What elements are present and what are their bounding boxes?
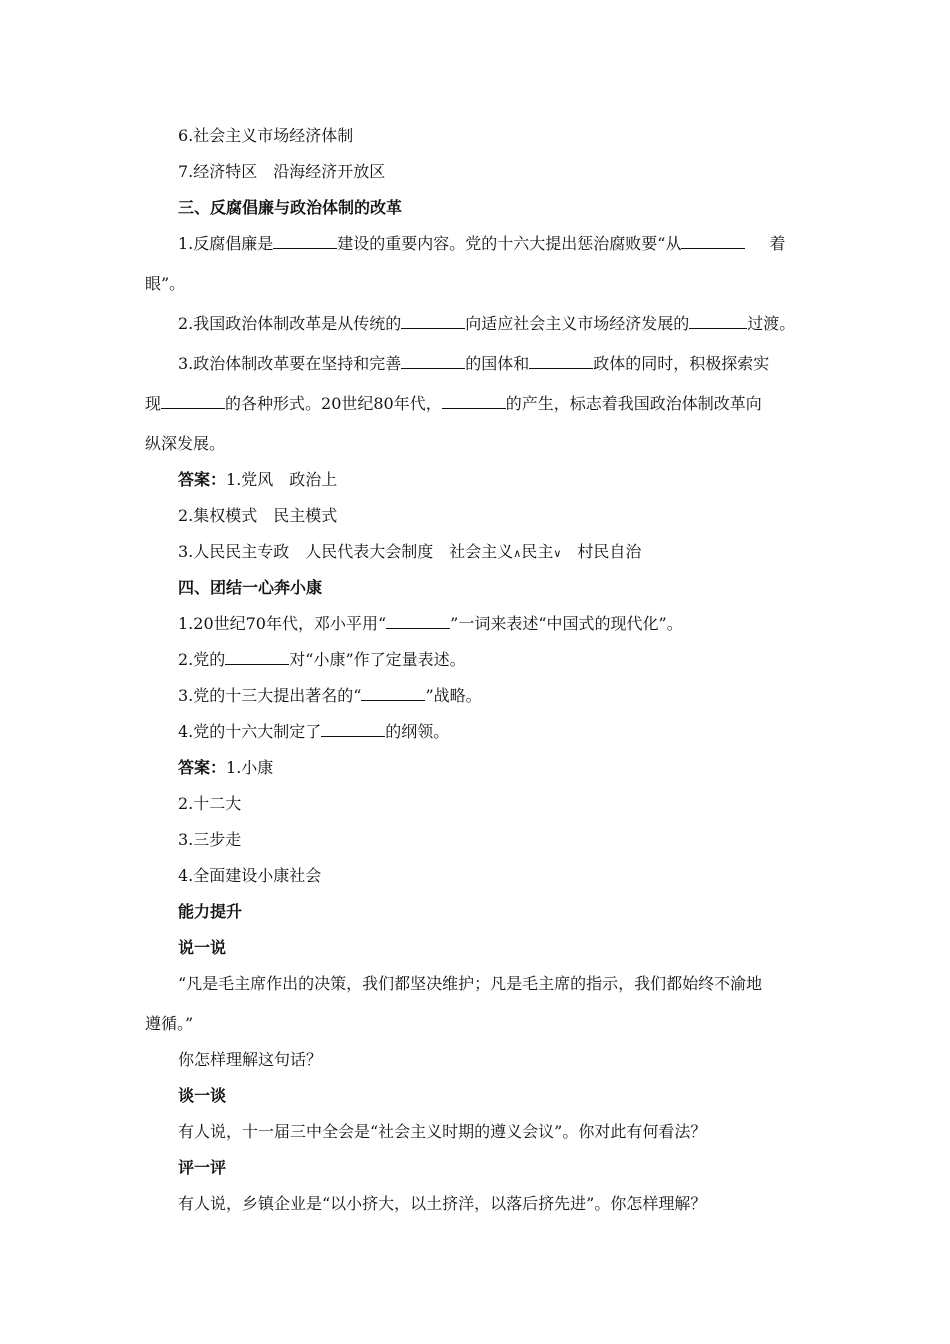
text: 1.党风 政治上 xyxy=(226,470,338,489)
text: 4.党的十六大制定了 xyxy=(178,722,322,741)
text: 向适应社会主义市场经济发展的 xyxy=(465,314,690,333)
text: 2.我国政治体制改革是从传统的 xyxy=(178,314,402,333)
fill-blank xyxy=(529,353,593,369)
text: 政体的同时，积极探索实 xyxy=(593,354,770,373)
text: 3.人民民主专政 人民代表大会制度 社会主义 xyxy=(178,542,514,561)
text: 1.小康 xyxy=(226,758,274,777)
fill-blank xyxy=(386,613,450,629)
review-question: 有人说，乡镇企业是“以小挤大，以土挤洋，以落后挤先进”。你怎样理解？ xyxy=(178,1194,707,1213)
fill-blank xyxy=(321,721,385,737)
text: 现 xyxy=(145,394,162,413)
s4-answer-2: 2.十二大 xyxy=(178,794,242,813)
text: 村民自治 xyxy=(561,542,642,561)
s3-answer-1 xyxy=(178,469,337,491)
text: 民主 xyxy=(521,542,554,561)
s3-question-1-cont: 眼”。 xyxy=(145,274,186,293)
talk-question: 有人说，十一届三中全会是“社会主义时期的遵义会议”。你对此有何看法？ xyxy=(178,1122,707,1141)
fill-blank xyxy=(442,393,506,409)
s3-answer-2: 2.集权模式 民主模式 xyxy=(178,506,338,525)
fill-blank xyxy=(273,233,337,249)
text: 3.政治体制改革要在坚持和完善 xyxy=(178,354,402,373)
say-heading: 说一说 xyxy=(178,938,227,957)
close-mark-icon: ∨ xyxy=(553,547,562,560)
text: 建设的重要内容。党的十六大提出惩治腐败要“从 xyxy=(337,234,682,253)
s3-question-1 xyxy=(178,233,785,255)
answer-label: 答案： xyxy=(178,758,227,777)
text: 过渡。 xyxy=(747,314,796,333)
s4-question-4 xyxy=(178,721,449,743)
section-4-heading: 四、团结一心奔小康 xyxy=(178,578,323,597)
answer-line-6: 6.社会主义市场经济体制 xyxy=(178,126,354,145)
s3-question-3-end: 纵深发展。 xyxy=(145,434,226,453)
fill-blank xyxy=(225,649,289,665)
s4-question-1 xyxy=(178,613,683,635)
s3-question-3-cont xyxy=(145,393,762,415)
answer-line-7: 7.经济特区 沿海经济开放区 xyxy=(178,162,386,181)
s3-answer-3 xyxy=(178,541,641,565)
answer-label: 答案： xyxy=(178,470,227,489)
text: ”战略。 xyxy=(425,686,482,705)
text: 1.反腐倡廉是 xyxy=(178,234,274,253)
s4-answer-4: 4.全面建设小康社会 xyxy=(178,866,322,885)
text: 的纲领。 xyxy=(385,722,450,741)
text: 着 xyxy=(769,234,786,253)
fill-blank xyxy=(401,313,465,329)
fill-blank xyxy=(361,685,425,701)
s4-answer-1 xyxy=(178,757,273,779)
s3-question-3 xyxy=(178,353,769,375)
fill-blank xyxy=(161,393,225,409)
talk-heading: 谈一谈 xyxy=(178,1086,227,1105)
ability-heading: 能力提升 xyxy=(178,902,243,921)
text: 的产生，标志着我国政治体制改革向 xyxy=(505,394,762,413)
s3-question-2 xyxy=(178,313,795,335)
section-3-heading: 三、反腐倡廉与政治体制的改革 xyxy=(178,198,403,217)
open-mark-icon: ∧ xyxy=(513,547,522,560)
s4-answer-3: 3.三步走 xyxy=(178,830,242,849)
fill-blank xyxy=(401,353,465,369)
text: 1.20世纪70年代，邓小平用“ xyxy=(178,614,387,633)
say-quote-cont: 遵循。” xyxy=(145,1014,194,1033)
fill-blank xyxy=(681,233,745,249)
s4-question-2 xyxy=(178,649,466,671)
say-quote: “凡是毛主席作出的决策，我们都坚决维护；凡是毛主席的指示，我们都始终不渝地 xyxy=(178,974,763,993)
s4-question-3 xyxy=(178,685,482,707)
text: 3.党的十三大提出著名的“ xyxy=(178,686,362,705)
fill-blank xyxy=(689,313,747,329)
text: 的各种形式。20世纪80年代， xyxy=(225,394,442,413)
text: 的国体和 xyxy=(465,354,530,373)
text: ”一词来表述“中国式的现代化”。 xyxy=(450,614,683,633)
say-question: 你怎样理解这句话？ xyxy=(178,1050,323,1069)
text: 对“小康”作了定量表述。 xyxy=(289,650,466,669)
review-heading: 评一评 xyxy=(178,1158,227,1177)
text: 2.党的 xyxy=(178,650,226,669)
